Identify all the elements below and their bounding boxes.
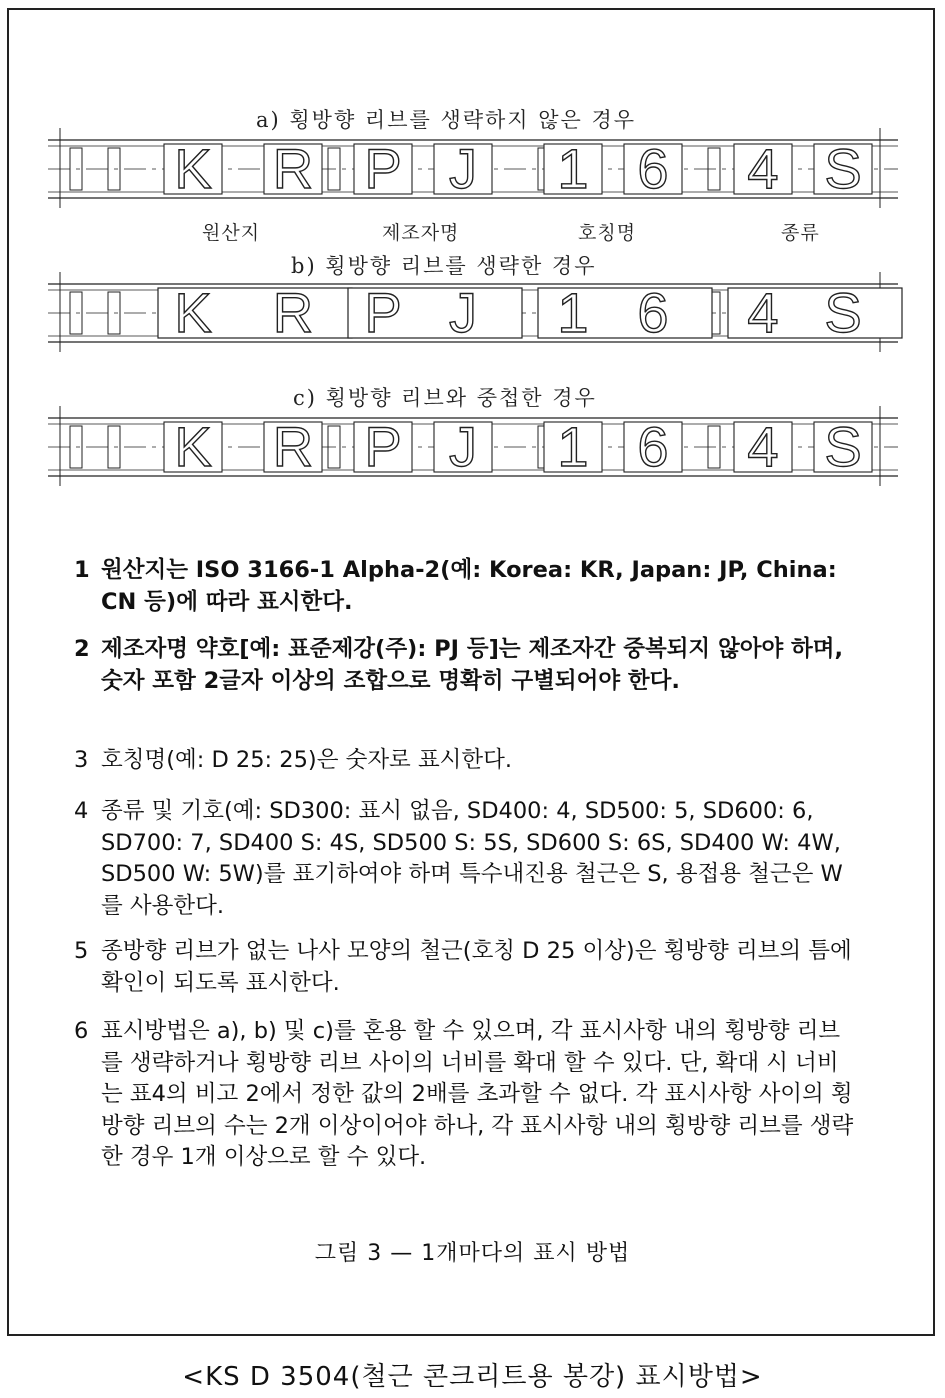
note-text: 호칭명(예: D 25: 25)은 숫자로 표시한다. — [101, 747, 513, 773]
note-text: 표시방법은 a), b) 및 c)를 혼용 할 수 있으며, 각 표시사항 내의 횡방향 리브를 생략하거나 횡방향 리브 사이의 너비를 확대 할 수 있다. 단, 확대 시 너비는 표4의 비고 2에서 정한 값의 2배를 초과할 수 없다. 각 표시사항 사이의 횡방향 리브의 수는 2개 이상이어야 하나, 각 표시사항 내의 횡방향 리브를 생략한 경우 1개 이상으로 할 수 있다. — [101, 1018, 854, 1170]
rolled-mark-4: 4 — [747, 281, 779, 344]
note-3 — [74, 745, 854, 777]
note-text: 종류 및 기호(예: SD300: 표시 없음, SD400: 4, SD500: 5, SD600: 6, SD700: 7, SD400 S: 4S, SD500 S: 5S, SD600 S: 6S, SD400 W: 4W, SD500 W: 5W)를 표기하여야 하며 특수내진용 철근은 S, 용접용 철근은 W를 사용한다. — [101, 798, 843, 919]
rolled-mark-K: K — [174, 137, 212, 200]
note-4 — [74, 796, 854, 922]
rolled-mark-R: R — [272, 281, 314, 344]
rolled-mark-1: 1 — [557, 137, 589, 200]
rebar-diagram-b — [48, 272, 898, 354]
note-number: 4 — [74, 798, 89, 824]
rebar-diagram-a — [48, 128, 898, 210]
rolled-mark-R: R — [272, 137, 314, 200]
rolled-mark-S: S — [824, 281, 862, 344]
figure-title: 그림 3 — 1개마다의 표시 방법 — [314, 1241, 631, 1266]
note-text: 종방향 리브가 없는 나사 모양의 철근(호칭 D 25 이상)은 횡방향 리브의 틈에 확인이 되도록 표시한다. — [101, 938, 852, 996]
note-5 — [74, 936, 854, 999]
note-text: 원산지는 ISO 3166-1 Alpha-2(예: Korea: KR, Japan: JP, China: CN 등)에 따라 표시한다. — [101, 557, 837, 615]
rolled-mark-6: 6 — [637, 281, 669, 344]
rolled-mark-J: J — [449, 415, 477, 478]
note-number: 5 — [74, 938, 89, 964]
note-1 — [74, 555, 854, 618]
rolled-mark-4: 4 — [747, 415, 779, 478]
rolled-mark-S: S — [824, 137, 862, 200]
rolled-mark-P: P — [364, 415, 402, 478]
rolled-mark-J: J — [449, 281, 477, 344]
rolled-mark-R: R — [272, 415, 314, 478]
note-text: 제조자명 약호[예: 표준제강(주): PJ 등]는 제조자간 중복되지 않아야 하며, 숫자 포함 2글자 이상의 조합으로 명확히 구별되어야 한다. — [101, 636, 844, 694]
label-maker: 제조자명 — [382, 222, 460, 244]
caption-c: c) 횡방향 리브와 중첩한 경우 — [293, 386, 597, 410]
label-designation: 호칭명 — [578, 222, 637, 244]
rebar-diagram-c — [48, 406, 898, 498]
note-number: 2 — [74, 636, 90, 662]
label-origin: 원산지 — [202, 222, 261, 244]
rolled-mark-P: P — [364, 137, 402, 200]
rolled-mark-4: 4 — [747, 137, 779, 200]
rolled-mark-S: S — [824, 415, 862, 478]
note-6 — [74, 1016, 854, 1174]
rolled-mark-1: 1 — [557, 281, 589, 344]
rolled-mark-J: J — [449, 137, 477, 200]
page-title: <KS D 3504(철근 콘크리트용 봉강) 표시방법> — [182, 1362, 763, 1392]
caption-b: b) 횡방향 리브를 생략한 경우 — [291, 254, 597, 278]
rolled-mark-P: P — [364, 281, 402, 344]
caption-a: a) 횡방향 리브를 생략하지 않은 경우 — [256, 108, 637, 132]
note-2 — [74, 634, 854, 697]
rolled-mark-K: K — [174, 415, 212, 478]
note-number: 3 — [74, 747, 89, 773]
rolled-mark-K: K — [174, 281, 212, 344]
label-type: 종류 — [781, 222, 820, 244]
rolled-mark-6: 6 — [637, 415, 669, 478]
note-number: 6 — [74, 1018, 89, 1044]
note-number: 1 — [74, 557, 90, 583]
rolled-mark-1: 1 — [557, 415, 589, 478]
rolled-mark-6: 6 — [637, 137, 669, 200]
